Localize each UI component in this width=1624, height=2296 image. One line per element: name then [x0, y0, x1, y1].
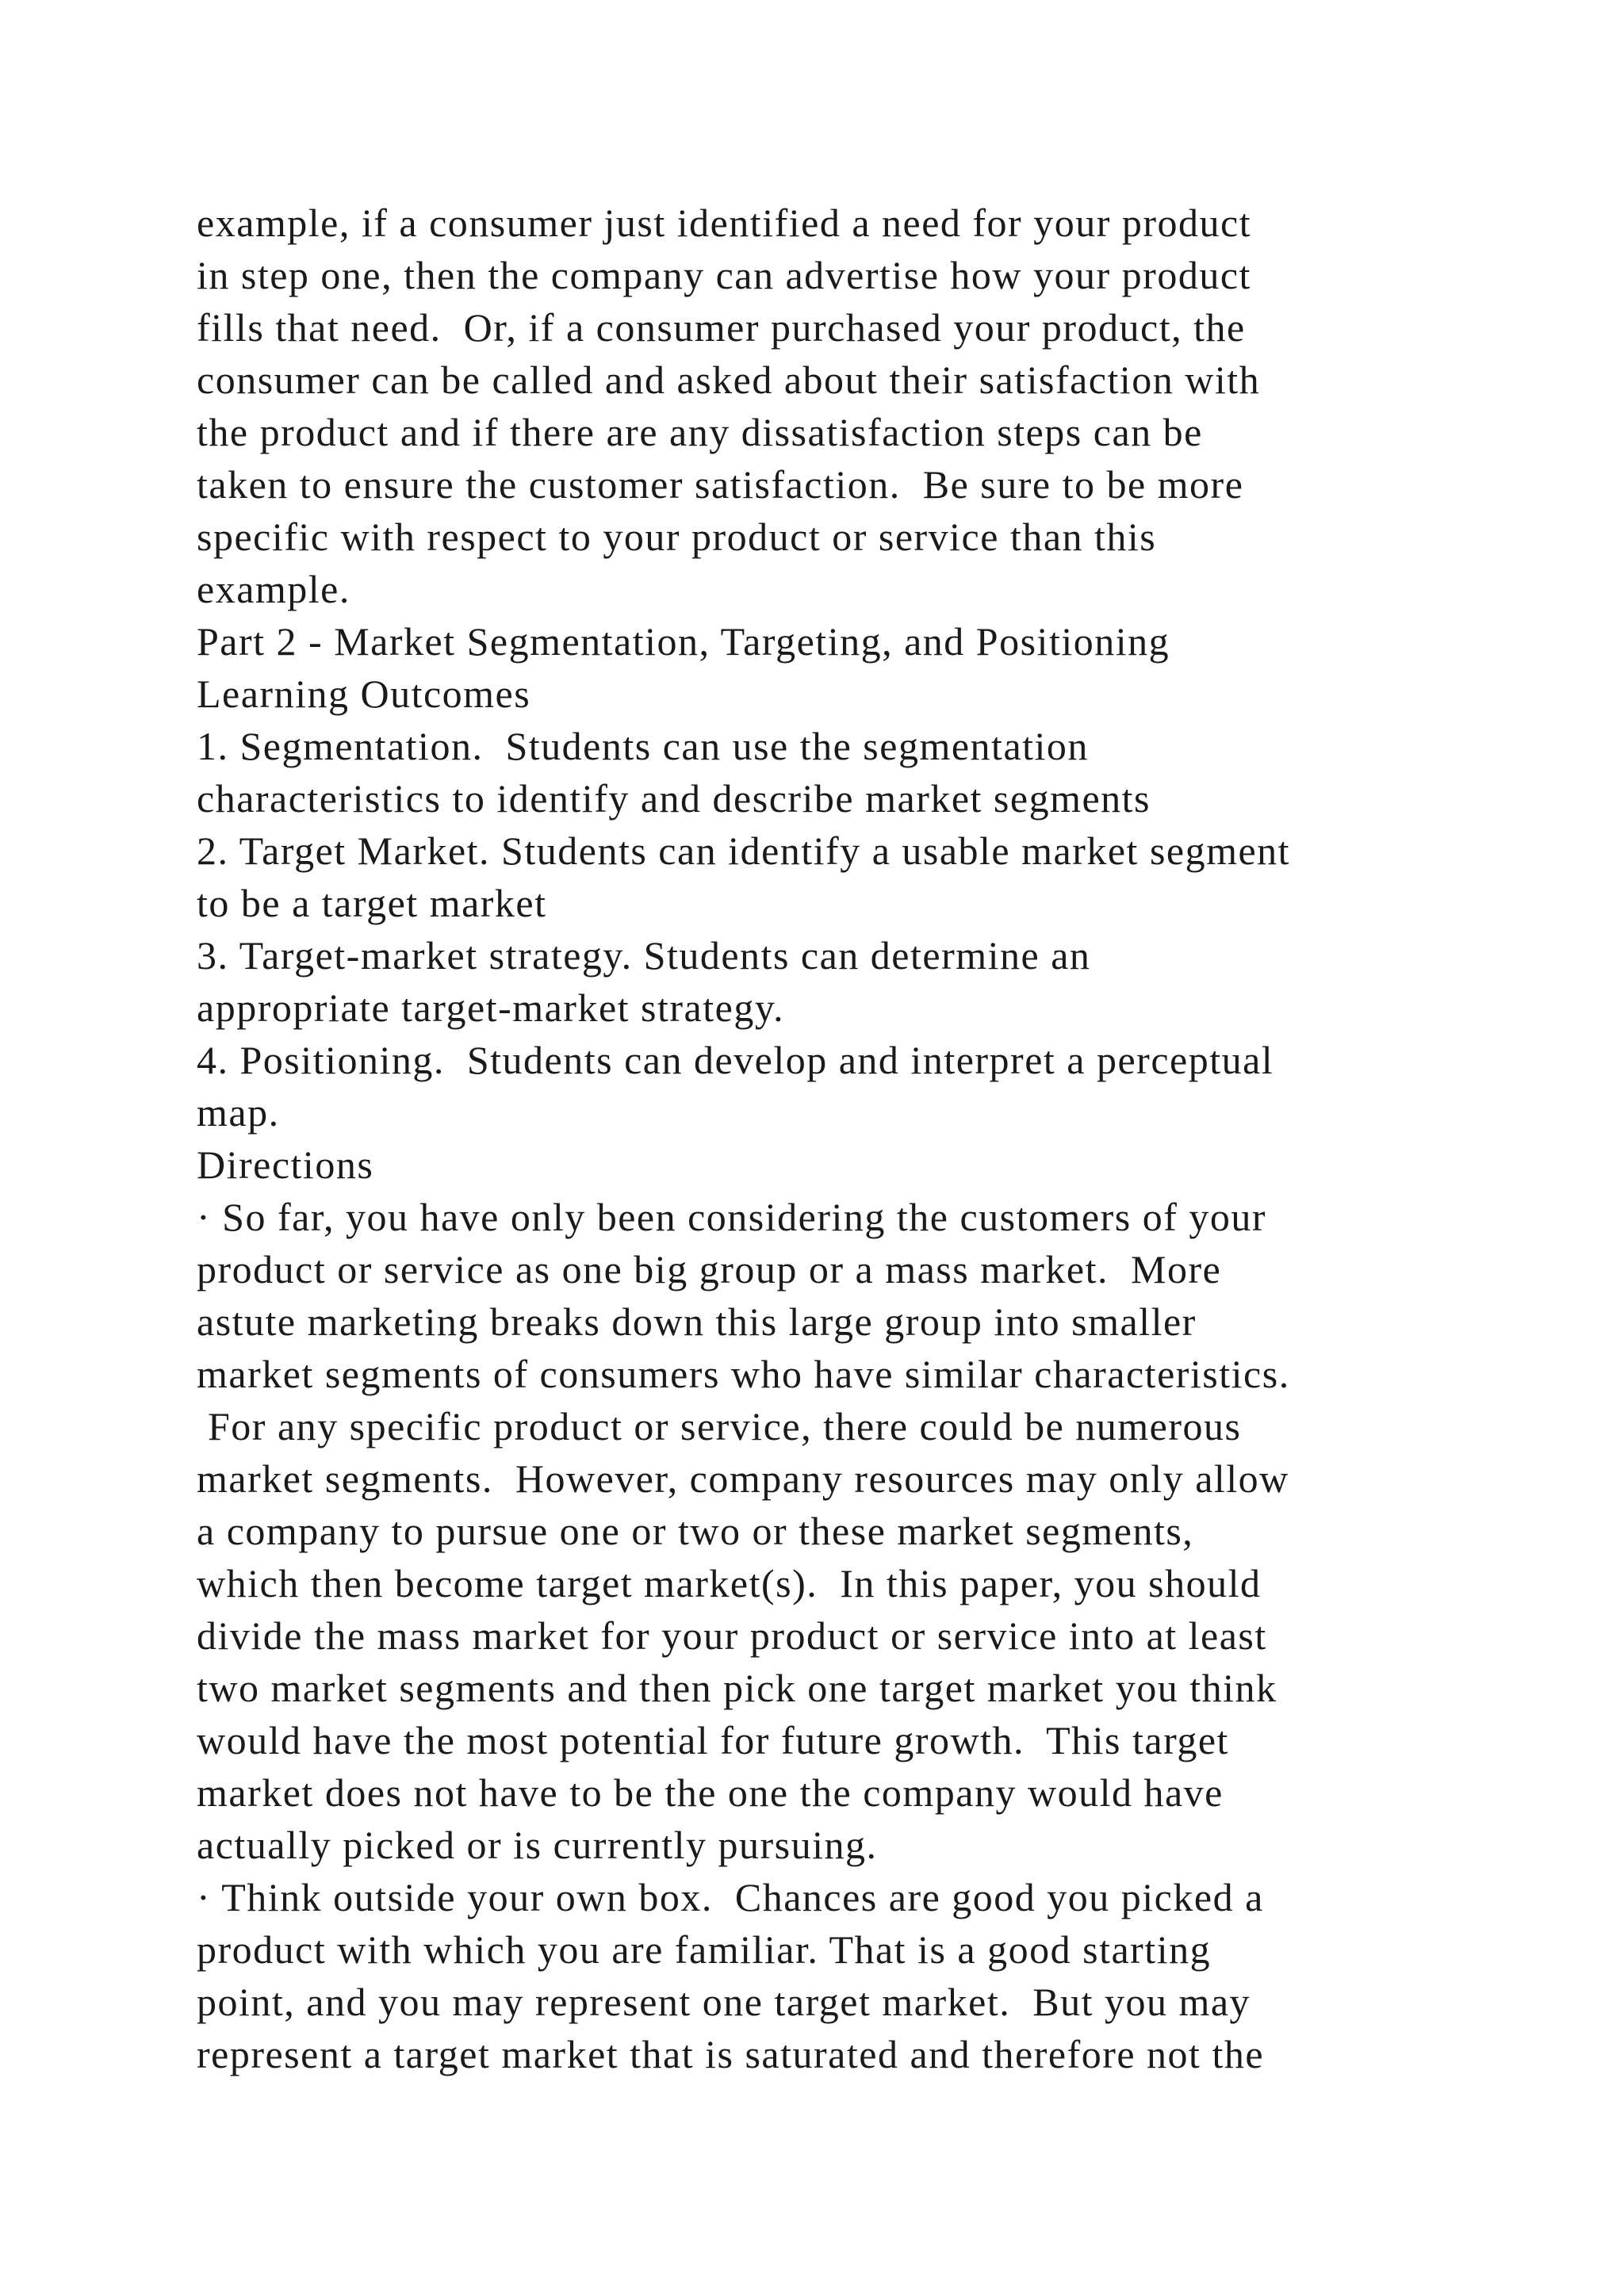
text-line: · Think outside your own box. Chances are good you picked a — [197, 1875, 1264, 1919]
text-line: market segments. However, company resources may only allow — [197, 1456, 1289, 1501]
text-line: taken to ensure the customer satisfaction. Be sure to be more — [197, 462, 1244, 507]
document-page — [197, 197, 1465, 2080]
text-line: market does not have to be the one the company would have — [197, 1770, 1224, 1815]
text-line: two market segments and then pick one target market you think — [197, 1666, 1277, 1710]
text-line: specific with respect to your product or service than this — [197, 515, 1157, 559]
text-line: product with which you are familiar. That is a good starting — [197, 1927, 1212, 1972]
text-line: point, and you may represent one target market. But you may — [197, 1980, 1251, 2024]
text-line: 4. Positioning. Students can develop and interpret a perceptual — [197, 1038, 1274, 1082]
text-line: For any specific product or service, there could be numerous — [197, 1404, 1242, 1448]
text-line: fills that need. Or, if a consumer purchased your product, the — [197, 305, 1246, 350]
text-line: actually picked or is currently pursuing. — [197, 1823, 878, 1867]
text-line: product or service as one big group or a mass market. More — [197, 1247, 1222, 1292]
text-line: divide the mass market for your product or service into at least — [197, 1613, 1267, 1658]
text-line: astute marketing breaks down this large group into smaller — [197, 1299, 1197, 1344]
text-line: · So far, you have only been considering the customers of your — [197, 1195, 1267, 1239]
text-line: 2. Target Market. Students can identify a usable market segment — [197, 828, 1291, 873]
text-line: consumer can be called and asked about their satisfaction with — [197, 358, 1261, 402]
text-line: would have the most potential for future growth. This target — [197, 1718, 1229, 1762]
text-line: 3. Target-market strategy. Students can determine an — [197, 933, 1091, 978]
text-line: appropriate target-market strategy. — [197, 985, 785, 1030]
text-line: example. — [197, 567, 350, 611]
text-line: represent a target market that is saturated and therefore not the — [197, 2032, 1265, 2076]
text-line: map. — [197, 1090, 280, 1135]
text-line: which then become target market(s). In this paper, you should — [197, 1561, 1262, 1605]
subsection-heading: Learning Outcomes — [197, 672, 531, 716]
text-line: 1. Segmentation. Students can use the segmentation — [197, 724, 1089, 768]
text-line: to be a target market — [197, 881, 547, 925]
text-line: the product and if there are any dissatisfaction steps can be — [197, 410, 1203, 454]
text-line: a company to pursue one or two or these market segments, — [197, 1509, 1194, 1553]
text-line: market segments of consumers who have similar characteristics. — [197, 1352, 1290, 1396]
section-heading: Part 2 - Market Segmentation, Targeting, and Positioning — [197, 619, 1170, 664]
text-line: example, if a consumer just identified a need for your product — [197, 201, 1252, 245]
text-line: in step one, then the company can advertise how your product — [197, 253, 1251, 297]
text-line: characteristics to identify and describe market segments — [197, 776, 1151, 821]
subsection-heading: Directions — [197, 1142, 374, 1187]
